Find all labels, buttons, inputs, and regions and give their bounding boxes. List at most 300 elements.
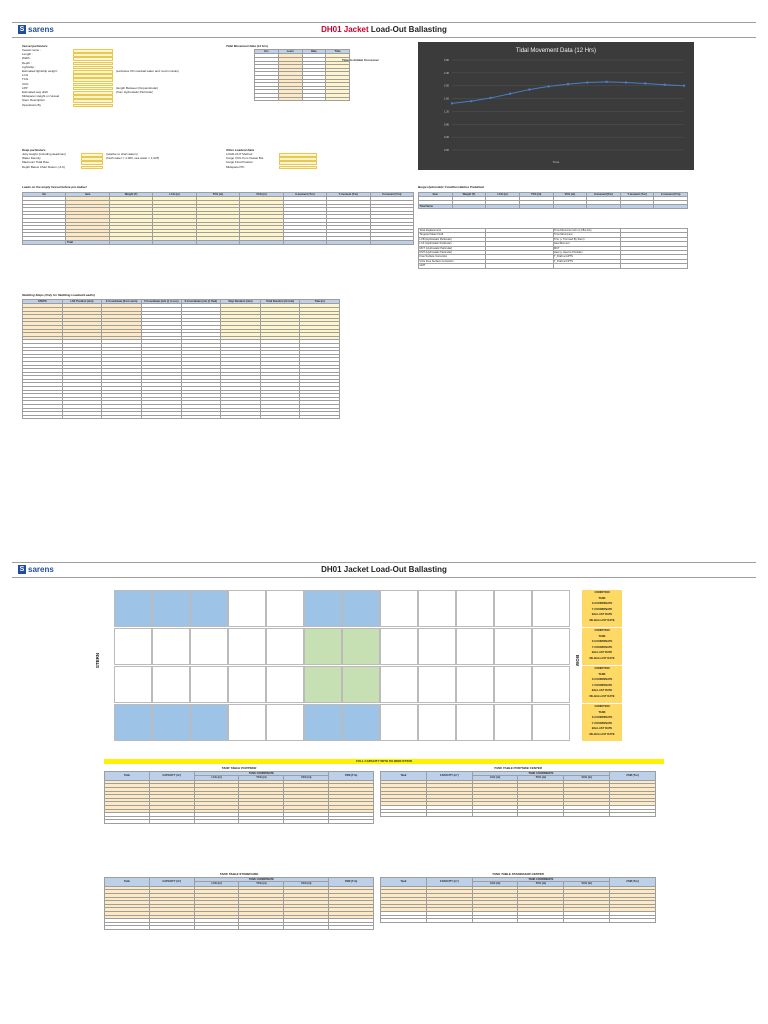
column-header: LCG (m)	[472, 776, 518, 780]
vessel-label: Length :	[22, 53, 33, 57]
portcenter-title: TANK TABLE PORTSIDE CENTER	[493, 766, 542, 770]
deep-title: Deep particulars	[22, 148, 46, 152]
column-header: Item	[66, 193, 109, 197]
total-cell	[620, 204, 654, 208]
total-cell	[654, 204, 688, 208]
vessel-value[interactable]	[73, 99, 113, 103]
data-point	[586, 81, 588, 83]
condition-label: TANK	[598, 710, 606, 714]
y-tick-label: 2.40	[443, 71, 449, 75]
logo-icon: S	[19, 26, 25, 33]
condition-label: DE-BALLAST RATE	[589, 618, 615, 622]
condition-label: Y-COORDINATE	[591, 721, 613, 725]
title-rest: Load-Out Ballasting	[368, 25, 447, 34]
empty-cell	[381, 919, 427, 923]
vessel-value[interactable]	[73, 49, 113, 53]
empty-cell	[329, 820, 374, 824]
plan-grid-cell	[114, 628, 152, 665]
table-cell: Heel Moment	[553, 242, 620, 246]
condition-label: CONDITION	[594, 667, 610, 670]
column-header: FSM (T.m)	[329, 772, 374, 781]
column-header: LCG (m)	[194, 882, 239, 886]
vessel-label: Estimated avg draft	[22, 91, 48, 94]
empty-cell	[239, 820, 284, 824]
empty-cell	[105, 926, 150, 930]
empty-cell	[194, 926, 239, 930]
plan-grid-cell	[418, 666, 456, 703]
vessel-note: (exclusive 0% residual water and mud in tanks)	[116, 70, 179, 73]
column-header: Y-Coordinate (mm @ m zoo)	[141, 300, 181, 304]
table-cell	[302, 97, 326, 101]
coord-header: TANK COORDINATE	[472, 772, 609, 776]
data-point	[683, 85, 685, 87]
tank-cell[interactable]	[342, 666, 380, 703]
column-header: VCG (m)	[284, 776, 329, 780]
logo-icon: S	[19, 566, 25, 573]
total-cell	[23, 240, 66, 244]
empty-cell	[23, 415, 63, 419]
tank-cell[interactable]	[380, 590, 418, 627]
deep-value[interactable]	[81, 157, 103, 161]
empty-cell	[518, 919, 564, 923]
data-point	[489, 97, 491, 99]
column-header: TCG (m)	[239, 776, 284, 780]
empty-cell	[610, 813, 656, 817]
empty-cell	[105, 820, 150, 824]
other-loadout	[226, 153, 386, 177]
condition-label: Y-COORDINATE	[591, 645, 613, 649]
starboard-title: TANK TABLE STARBOARD	[219, 872, 259, 876]
ballast-plan	[95, 588, 664, 746]
column-header: TCG (m)	[518, 882, 564, 886]
table-cell: Heel (+ Heel to Portside)	[553, 251, 620, 255]
logo-text: sarens	[28, 565, 54, 574]
plan-grid-cell	[494, 628, 532, 665]
table-row	[419, 264, 688, 268]
other-label: Cargo Final Position	[226, 161, 254, 165]
empty-row	[105, 820, 374, 824]
plan-grid-cell	[114, 666, 152, 703]
column-header: VCG (m)	[564, 776, 610, 780]
total-cell	[153, 240, 196, 244]
column-header: LSF Position (mm)	[62, 300, 102, 304]
other-value[interactable]	[279, 153, 317, 157]
condition-label: X-COORDINATE	[591, 640, 613, 643]
vessel-value[interactable]	[73, 78, 113, 82]
other-value[interactable]	[279, 157, 317, 161]
tank-cell[interactable]	[114, 704, 152, 741]
tank-cell[interactable]	[228, 628, 266, 665]
condition-label: BALLAST RATE	[591, 689, 613, 692]
tank-cell[interactable]	[380, 666, 418, 703]
condition-label: CONDITION	[594, 629, 610, 632]
column-header: No	[23, 193, 66, 197]
tidal-chart	[418, 42, 694, 170]
loads-title: Loads on the empty Vessel before pre-ballast	[22, 185, 87, 189]
vessel-value[interactable]	[73, 70, 113, 74]
column-header: Tank	[105, 772, 150, 781]
empty-cell	[300, 415, 340, 419]
y-tick-label: 1.20	[443, 110, 449, 114]
empty-row	[105, 926, 374, 930]
table-cell: T_Draft at FPTS	[553, 259, 620, 263]
vessel-particulars	[22, 49, 242, 137]
other-label: Cargo VCG from Vessel Bot	[226, 157, 264, 161]
table-cell: T_Draft at APTS	[553, 255, 620, 259]
tidal-title: Tidal Movement Data (12 Hrs)	[226, 44, 268, 48]
column-header: TCG (m)	[519, 193, 553, 197]
condition-label: DE-BALLAST RATE	[589, 694, 615, 698]
total-cell	[283, 240, 326, 244]
table-cell: Targeted Mean Draft	[419, 233, 486, 237]
table-cell: VCG Free Surface Correction	[419, 259, 486, 263]
page-title	[12, 25, 756, 34]
condition-labels	[582, 666, 622, 703]
vessel-value[interactable]	[73, 95, 113, 99]
barge-title: Barge Hydrostatic Condition Before Preballast	[418, 185, 485, 189]
column-header: CAPACITY (m³)	[149, 772, 194, 781]
data-point	[644, 82, 646, 84]
empty-cell	[221, 415, 261, 419]
table-row	[255, 97, 350, 101]
vessel-value[interactable]	[73, 104, 113, 108]
vessel-value[interactable]	[73, 62, 113, 66]
y-tick-label: 1.60	[443, 97, 449, 101]
table-cell[interactable]	[278, 97, 302, 101]
vessel-label: TCG	[22, 78, 29, 82]
vessel-value[interactable]	[73, 66, 113, 70]
column-header: TCG (m)	[239, 882, 284, 886]
tank-cell[interactable]	[380, 628, 418, 665]
stbcenter-title: TANK TABLE STARBOARD CENTER	[492, 872, 544, 876]
vessel-label: Midspacer Height on Vessel	[22, 95, 60, 99]
condition-label: CONDITION	[594, 591, 610, 594]
column-header: Time	[326, 50, 350, 54]
table-cell[interactable]	[326, 97, 350, 101]
tank-cell[interactable]	[342, 704, 380, 741]
column-header: Tank	[105, 878, 150, 887]
tank-cell[interactable]	[342, 628, 380, 665]
vessel-label: Lightship :	[22, 65, 36, 69]
column-header: TCG (m)	[196, 193, 239, 197]
total-row	[419, 204, 688, 208]
tank-cell[interactable]	[152, 590, 190, 627]
column-header: Hrs	[255, 50, 279, 54]
condition-label: TANK	[598, 596, 606, 600]
other-label: Midspacer/TK	[226, 165, 245, 169]
table-cell: MCT	[553, 246, 620, 250]
tank-cell[interactable]	[266, 590, 304, 627]
table-cell: MCT (Hydrostatic Particular)	[419, 246, 486, 250]
tank-table-starboard-center	[380, 877, 656, 923]
vessel-note: (length Between Perpendicular)	[116, 86, 159, 90]
total-cell: Total Items	[419, 204, 453, 208]
total-cell	[370, 240, 414, 244]
tank-cell[interactable]	[266, 628, 304, 665]
crossover-note: Time to Initiate Crossover	[342, 58, 379, 62]
table-cell	[553, 264, 620, 268]
tank-cell[interactable]	[190, 590, 228, 627]
total-cell	[486, 204, 520, 208]
empty-cell	[181, 415, 221, 419]
total-cell	[553, 204, 587, 208]
tank-cell[interactable]	[228, 666, 266, 703]
table-cell: Free Surface Correction	[419, 255, 486, 259]
empty-cell	[518, 813, 564, 817]
other-title: Other Loadout Data	[226, 148, 255, 152]
plan-grid-cell	[456, 666, 494, 703]
empty-cell	[610, 919, 656, 923]
column-header: Level	[278, 50, 302, 54]
empty-row	[381, 919, 656, 923]
total-cell	[327, 240, 370, 244]
empty-cell	[260, 415, 300, 419]
condition-label: BALLAST RATE	[591, 613, 613, 616]
coord-header: TANK COORDINATE	[194, 772, 328, 776]
column-header: X-moment(T.m)	[587, 193, 621, 197]
plan-grid-cell	[532, 628, 570, 665]
table-cell: Trim (+ Trimmed By Stern)	[553, 237, 620, 241]
hydro-table	[418, 228, 688, 269]
tank-cell[interactable]	[190, 666, 228, 703]
column-header: STEPS	[23, 300, 63, 304]
plan-grid-cell	[532, 704, 570, 741]
column-header: Item	[419, 193, 453, 197]
vessel-label: LCG	[22, 74, 29, 78]
tank-cell[interactable]	[152, 666, 190, 703]
barge-table	[418, 192, 688, 209]
tank-cell[interactable]	[228, 704, 266, 741]
deep-particulars	[22, 153, 242, 177]
plan-grid-cell	[418, 628, 456, 665]
empty-cell	[426, 919, 472, 923]
tank-cell[interactable]	[418, 704, 456, 741]
column-header: Weight (T)	[109, 193, 152, 197]
x-axis-label: Time	[552, 160, 560, 164]
other-value[interactable]	[279, 161, 317, 165]
data-point	[451, 102, 453, 104]
tank-cell[interactable]	[190, 628, 228, 665]
plan-grid-cell	[494, 666, 532, 703]
column-header: X-moment (T.m)	[283, 193, 326, 197]
other-label: LOAD-OUT Method	[226, 153, 253, 156]
column-header: CAPACITY (m³)	[149, 878, 194, 887]
vessel-label: Stern Description	[22, 99, 46, 103]
stern-label: STERN	[95, 652, 101, 669]
data-point	[509, 93, 511, 95]
column-header: Y-moment (T.m)	[620, 193, 654, 197]
condition-label: Y-COORDINATE	[591, 683, 613, 687]
bow-label: BOW	[575, 655, 580, 666]
vessel-note: (from Hydrostatic Particular)	[116, 91, 154, 94]
column-header: TCG (m)	[518, 776, 564, 780]
y-tick-label: 0.00	[443, 149, 449, 152]
column-header: VCG (m)	[240, 193, 283, 197]
vessel-value[interactable]	[73, 57, 113, 61]
deep-label: Depth Below Chart Datum (-6.0)	[22, 165, 65, 169]
table-cell	[486, 264, 553, 268]
header-bar-2	[12, 562, 756, 578]
column-header: FSM (T.m)	[329, 878, 374, 887]
coord-header: TANK COORDINATE	[194, 878, 328, 882]
data-point	[625, 81, 627, 83]
condition-labels	[582, 590, 622, 627]
column-header: VCG (m)	[284, 882, 329, 886]
empty-cell	[194, 820, 239, 824]
plan-grid-cell	[494, 704, 532, 741]
vessel-value[interactable]	[73, 83, 113, 87]
vessel-label: Depth :	[22, 61, 32, 65]
tank-table-portside	[104, 771, 374, 824]
empty-row	[381, 813, 656, 817]
plan-grid-cell	[456, 704, 494, 741]
empty-cell	[381, 813, 427, 817]
deep-value[interactable]	[81, 153, 103, 157]
empty-cell	[284, 926, 329, 930]
column-header: CAPACITY (m³)	[426, 772, 472, 781]
tank-cell[interactable]	[342, 590, 380, 627]
page-title-2: DH01 Jacket Load-Out Ballasting	[321, 565, 447, 574]
plan-grid-cell	[494, 590, 532, 627]
column-header: Total Duration (hr:min)	[260, 300, 300, 304]
plan-grid-cell	[456, 628, 494, 665]
empty-cell	[62, 415, 102, 419]
tank-cell[interactable]	[304, 666, 342, 703]
column-header: VCG (m)	[564, 882, 610, 886]
vessel-value[interactable]	[73, 53, 113, 57]
column-header: X-Coordinate (from stern)	[102, 300, 142, 304]
tank-cell[interactable]	[304, 590, 342, 627]
tidal-table	[254, 49, 350, 101]
data-point	[663, 84, 665, 86]
table-cell	[255, 97, 279, 101]
empty-cell	[284, 820, 329, 824]
tank-cell[interactable]	[152, 704, 190, 741]
vessel-label: LPP	[22, 86, 28, 90]
data-point	[605, 81, 607, 83]
other-value[interactable]	[279, 166, 317, 170]
empty-cell	[426, 813, 472, 817]
data-point	[547, 85, 549, 87]
total-cell: Total	[66, 240, 109, 244]
empty-cell	[141, 415, 181, 419]
vessel-title: Vessel particulars	[22, 44, 48, 48]
vessel-value[interactable]	[73, 91, 113, 95]
tidal-chart-svg	[418, 42, 694, 170]
column-header: LCG (m)	[472, 882, 518, 886]
column-header: X-Coordinate (mm @ f/wd)	[181, 300, 221, 304]
y-tick-label: 0.40	[443, 136, 449, 140]
empty-cell	[472, 813, 518, 817]
condition-label: TANK	[598, 672, 606, 676]
column-header: CAPACITY (m³)	[426, 878, 472, 887]
column-header: Z-moment (T.m)	[370, 193, 414, 197]
total-cell	[109, 240, 152, 244]
vessel-label: Vessel name :	[22, 49, 41, 52]
tank-table-portside-center	[380, 771, 656, 817]
condition-labels	[582, 704, 622, 741]
table-cell: LCB (Hydrostatic Particular)	[419, 237, 486, 241]
condition-label: X-COORDINATE	[591, 678, 613, 681]
total-cell	[519, 204, 553, 208]
empty-row	[23, 415, 340, 419]
column-header: Weight (T)	[452, 193, 486, 197]
deep-label: Maximum Tidal Rise	[22, 161, 50, 165]
column-header: FSM (T.m)	[610, 878, 656, 887]
tank-cell[interactable]	[380, 704, 418, 741]
tank-cell[interactable]	[418, 590, 456, 627]
table-cell: KMT (Hydrostatic Particular)	[419, 251, 486, 255]
tank-cell[interactable]	[304, 628, 342, 665]
tank-cell[interactable]	[190, 704, 228, 741]
data-point	[528, 88, 530, 90]
condition-label: DE-BALLAST RATE	[589, 656, 615, 660]
tank-cell[interactable]	[266, 666, 304, 703]
empty-cell	[564, 813, 610, 817]
column-header: Tank	[381, 878, 427, 887]
condition-label: DE-BALLAST RATE	[589, 732, 615, 736]
title-jacket: DH01 Jacket	[321, 25, 369, 34]
total-cell	[452, 204, 486, 208]
empty-cell	[102, 415, 142, 419]
column-header: FSM (T.m)	[610, 772, 656, 781]
total-cell	[240, 240, 283, 244]
table-cell: LCF (Hydrostatic Particular)	[419, 242, 486, 246]
column-header: LCG (m)	[194, 776, 239, 780]
empty-cell	[472, 919, 518, 923]
column-header: Y-moment (T.m)	[327, 193, 370, 197]
tank-cell[interactable]	[266, 704, 304, 741]
column-header: Step Duration (min)	[221, 300, 261, 304]
y-tick-label: 2.00	[443, 84, 449, 88]
chart-title: Tidal Movement Data (12 Hrs)	[515, 48, 597, 54]
tank-banner: FULL CAPACITY WITH 0% REDUCTION	[104, 759, 664, 764]
total-cell	[196, 240, 239, 244]
skidding-table	[22, 299, 340, 419]
deep-note: (fresh water = 1.000, sea water = 1.025)	[106, 157, 160, 161]
condition-label: BALLAST RATE	[591, 727, 613, 730]
vessel-label: VCG	[22, 82, 29, 86]
column-header: VCG (m)	[553, 193, 587, 197]
plan-grid-cell	[532, 666, 570, 703]
condition-label: X-COORDINATE	[591, 716, 613, 719]
logo-text: sarens	[28, 25, 54, 34]
empty-cell	[149, 926, 194, 930]
empty-cell	[329, 926, 374, 930]
tank-cell[interactable]	[228, 590, 266, 627]
data-point	[470, 100, 472, 102]
empty-cell	[149, 820, 194, 824]
tank-cell[interactable]	[304, 704, 342, 741]
vessel-label: Width :	[22, 57, 32, 61]
column-header: Tide (m)	[300, 300, 340, 304]
tank-cell[interactable]	[114, 590, 152, 627]
table-cell: Time Movement	[553, 233, 620, 237]
header-bar	[12, 22, 756, 38]
deep-value[interactable]	[81, 166, 103, 170]
vessel-label: Operations By	[22, 103, 42, 107]
tank-cell[interactable]	[152, 628, 190, 665]
deep-note: (relative to chart datum)	[106, 153, 138, 156]
vessel-value[interactable]	[73, 74, 113, 78]
vessel-label: Estimated lightship weight :	[22, 70, 59, 73]
column-header: Z-moment (T.m)	[654, 193, 688, 197]
condition-label: CONDITION	[594, 705, 610, 708]
table-cell	[620, 264, 687, 268]
vessel-value[interactable]	[73, 87, 113, 91]
y-tick-label: 0.80	[443, 123, 449, 127]
deep-value[interactable]	[81, 161, 103, 165]
